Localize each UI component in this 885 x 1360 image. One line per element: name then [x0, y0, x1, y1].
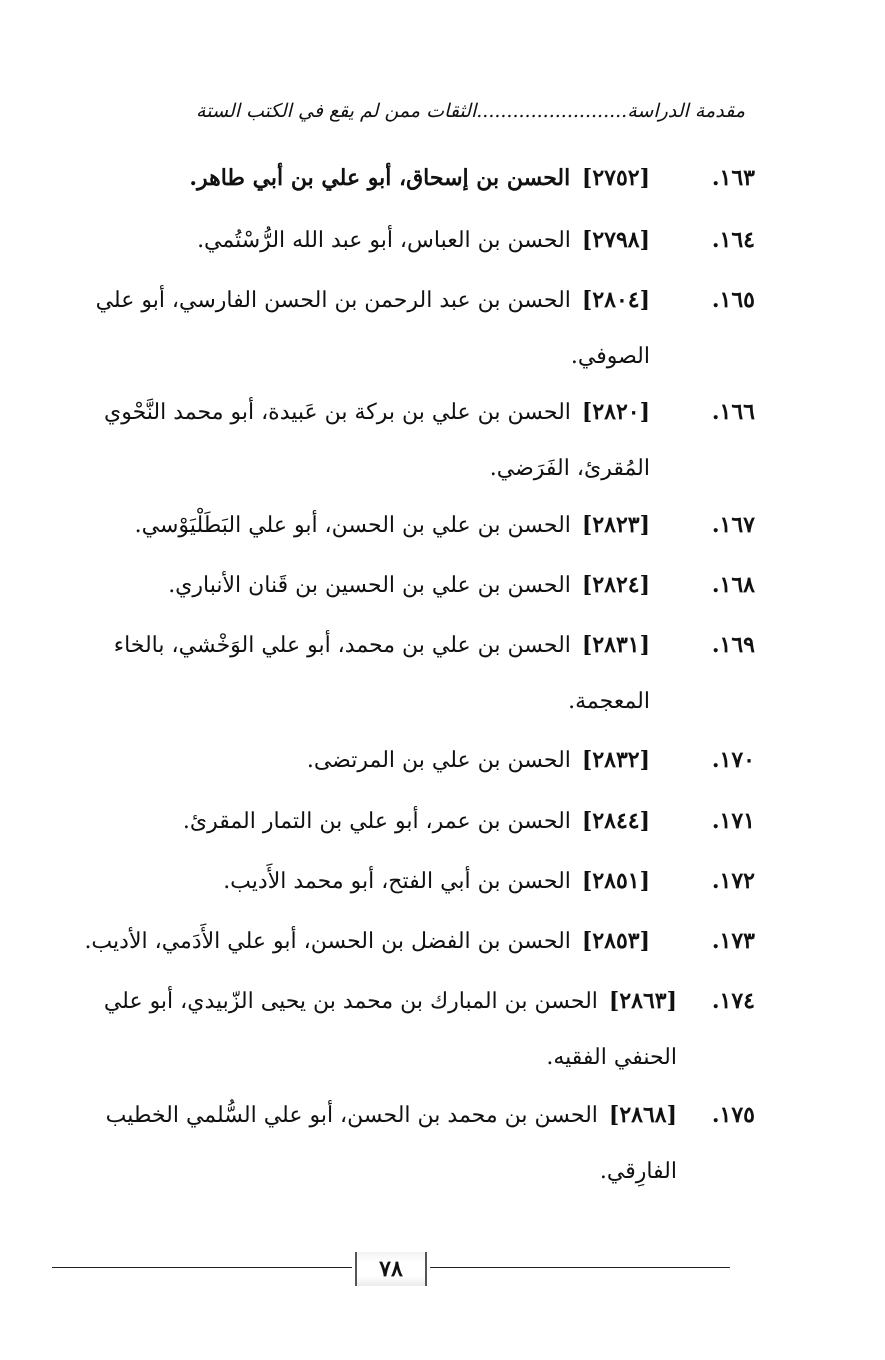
list-item: [60, 973, 755, 1086]
entry-text: الحسن بن أبي الفتح، أبو محمد الأَديب.: [223, 869, 571, 894]
entry-reference: [٢٨٠٤]: [581, 287, 650, 313]
list-item: [60, 853, 755, 910]
entry-number: ١٦٨.: [711, 572, 755, 598]
entry-reference: [٢٨٥١]: [581, 868, 650, 894]
list-item: [60, 384, 755, 497]
entry-text: الحسن بن المبارك بن محمد بن يحيى الزّبيدي، أبو علي الحنفي الفقيه.: [103, 989, 677, 1070]
entry-number: ١٦٦.: [711, 399, 755, 425]
entry-reference: [٢٨٢٣]: [581, 512, 650, 538]
entry-number: ١٧٥.: [711, 1102, 755, 1128]
entry-text: الحسن بن عمر، أبو علي بن التمار المقرئ.: [182, 809, 571, 834]
list-item: [60, 732, 755, 789]
entry-text: الحسن بن علي بن بركة بن عَبيدة، أبو محمد النَّحْوي المُقرئ، الفَرَضي.: [104, 400, 650, 481]
list-item: [60, 913, 755, 970]
entry-reference: [٢٨٤٤]: [581, 808, 650, 834]
running-header: مقدمة الدراسة.........................الثقات ممن لم يقع في الكتب الستة: [196, 100, 745, 122]
entry-number: ١٧٢.: [711, 868, 755, 894]
entry-number: ١٦٤.: [711, 227, 755, 253]
list-item: [60, 212, 755, 269]
list-item: [60, 557, 755, 614]
entry-number: ١٧٣.: [711, 928, 755, 954]
list-item: [60, 272, 755, 385]
entry-text: الحسن بن علي بن الحسن، أبو علي البَطَلْيَوْسي.: [134, 513, 571, 538]
list-item: [60, 150, 755, 206]
entry-reference: [٢٨٣٢]: [581, 747, 650, 773]
list-item: [60, 793, 755, 850]
entry-text: الحسن بن عبد الرحمن بن الحسن الفارسي، أبو علي الصوفي.: [95, 288, 650, 369]
entry-number: ١٦٣.: [711, 165, 755, 191]
entry-reference: [٢٨٥٣]: [581, 928, 650, 954]
entry-text: الحسن بن إسحاق، أبو علي بن أبي طاهر.: [189, 165, 571, 191]
entry-text: الحسن بن محمد بن الحسن، أبو علي السُّلمي الخطيب الفارِقي.: [105, 1103, 677, 1184]
entry-text: الحسن بن علي بن محمد، أبو علي الوَخْشي، بالخاء المعجمة.: [113, 633, 650, 714]
entry-text: الحسن بن الفضل بن الحسن، أبو علي الأَدَمي، الأديب.: [84, 929, 571, 954]
list-item: [60, 497, 755, 554]
entry-reference: [٢٨٦٨]: [608, 1102, 677, 1128]
entry-number: ١٧١.: [711, 808, 755, 834]
list-item: [60, 1087, 755, 1200]
footer-rule: [430, 1267, 730, 1268]
entry-text: الحسن بن علي بن المرتضى.: [306, 748, 571, 773]
entry-reference: [٢٨٦٣]: [608, 988, 677, 1014]
entry-text: الحسن بن علي بن الحسين بن قَنان الأنباري.: [168, 573, 571, 598]
entry-reference: [٢٨٣١]: [581, 632, 650, 658]
entry-reference: [٢٧٩٨]: [581, 227, 650, 253]
entry-number: ١٦٩.: [711, 632, 755, 658]
list-item: [60, 617, 755, 730]
entry-reference: [٢٧٥٢]: [581, 165, 650, 191]
footer-rule: [52, 1267, 352, 1268]
entry-number: ١٧٠.: [711, 747, 755, 773]
entry-reference: [٢٨٢٤]: [581, 572, 650, 598]
entry-number: ١٦٧.: [711, 512, 755, 538]
entry-number: ١٦٥.: [711, 287, 755, 313]
entry-reference: [٢٨٢٠]: [581, 399, 650, 425]
page-number: ٧٨: [355, 1252, 427, 1286]
entry-text: الحسن بن العباس، أبو عبد الله الرُّسْتُمي.: [197, 228, 571, 253]
entry-number: ١٧٤.: [711, 988, 755, 1014]
